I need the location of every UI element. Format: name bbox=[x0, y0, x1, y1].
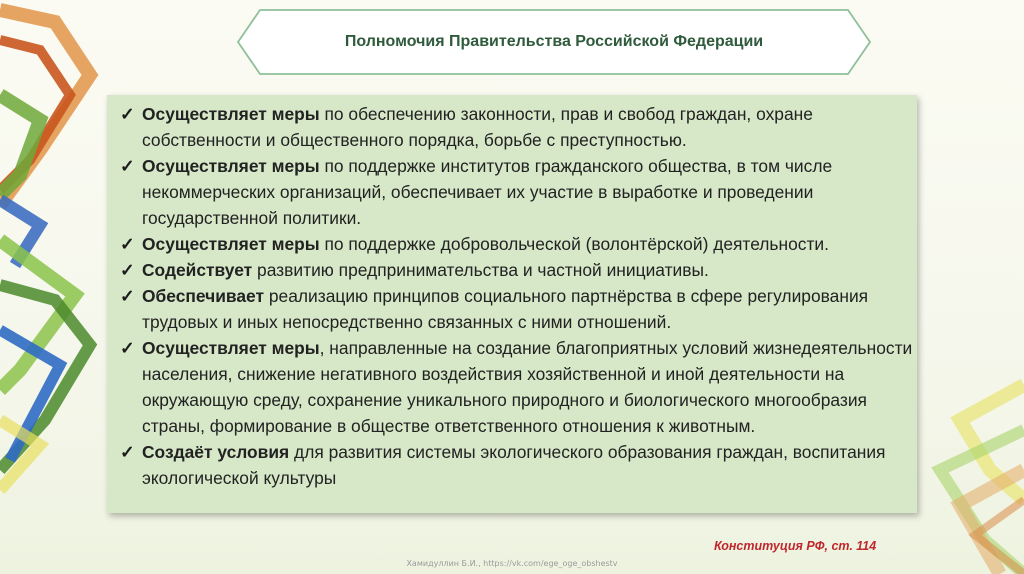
page-title: Полномочия Правительства Российской Федерации bbox=[344, 33, 764, 50]
checkmark-icon: ✓ bbox=[120, 338, 135, 358]
footer-credit: Хамидуллин Б.И., https://vk.com/ege_oge_obshestv bbox=[406, 559, 618, 568]
powers-panel bbox=[107, 95, 917, 513]
item-text: , направленные на создание благоприятных условий жизнедеятельности населения, снижение негативного воздействия хозяйственной и иной деятельности на окружающую среду, сохранение уникального природного и биологического многообразия страны, формирование в обществе ответственного отношения к животным. bbox=[142, 338, 913, 436]
item-text: реализацию принципов социального партнёрства в сфере регулирования трудовых и иных непосредственно связанных с ними отношений. bbox=[142, 286, 869, 332]
item-bold: Осуществляет меры bbox=[142, 338, 320, 358]
list-item bbox=[118, 283, 913, 335]
item-text: по поддержке институтов гражданского общества, в том числе некоммерческих организаций, обеспечивает их участие в выработке и проведении государственной политики. bbox=[142, 156, 833, 228]
list-item bbox=[118, 335, 913, 439]
item-bold: Осуществляет меры bbox=[142, 156, 320, 176]
checkmark-icon: ✓ bbox=[120, 156, 135, 176]
title-banner bbox=[236, 8, 872, 76]
source-citation: Конституция РФ, ст. 114 bbox=[714, 539, 877, 553]
item-bold: Обеспечивает bbox=[142, 286, 265, 306]
list-item bbox=[118, 231, 913, 257]
checkmark-icon: ✓ bbox=[120, 260, 135, 280]
list-item bbox=[118, 153, 913, 231]
item-text: по обеспечению законности, прав и свобод граждан, охране собственности и общественного порядка, борьбе с преступностью. bbox=[142, 104, 813, 150]
item-bold: Создаёт условия bbox=[142, 442, 290, 462]
list-item bbox=[118, 257, 913, 283]
checkmark-icon: ✓ bbox=[120, 286, 135, 306]
item-text: по поддержке добровольческой (волонтёрской) деятельности. bbox=[319, 234, 829, 254]
powers-list bbox=[118, 101, 913, 491]
checkmark-icon: ✓ bbox=[120, 234, 135, 254]
item-text: для развития системы экологического образования граждан, воспитания экологической культуры bbox=[142, 442, 886, 488]
item-text: развитию предпринимательства и частной инициативы. bbox=[252, 260, 709, 280]
item-bold: Осуществляет меры bbox=[142, 234, 320, 254]
list-item bbox=[118, 439, 913, 491]
item-bold: Содействует bbox=[142, 260, 253, 280]
checkmark-icon: ✓ bbox=[120, 104, 135, 124]
list-item bbox=[118, 101, 913, 153]
item-bold: Осуществляет меры bbox=[142, 104, 320, 124]
checkmark-icon: ✓ bbox=[120, 442, 135, 462]
